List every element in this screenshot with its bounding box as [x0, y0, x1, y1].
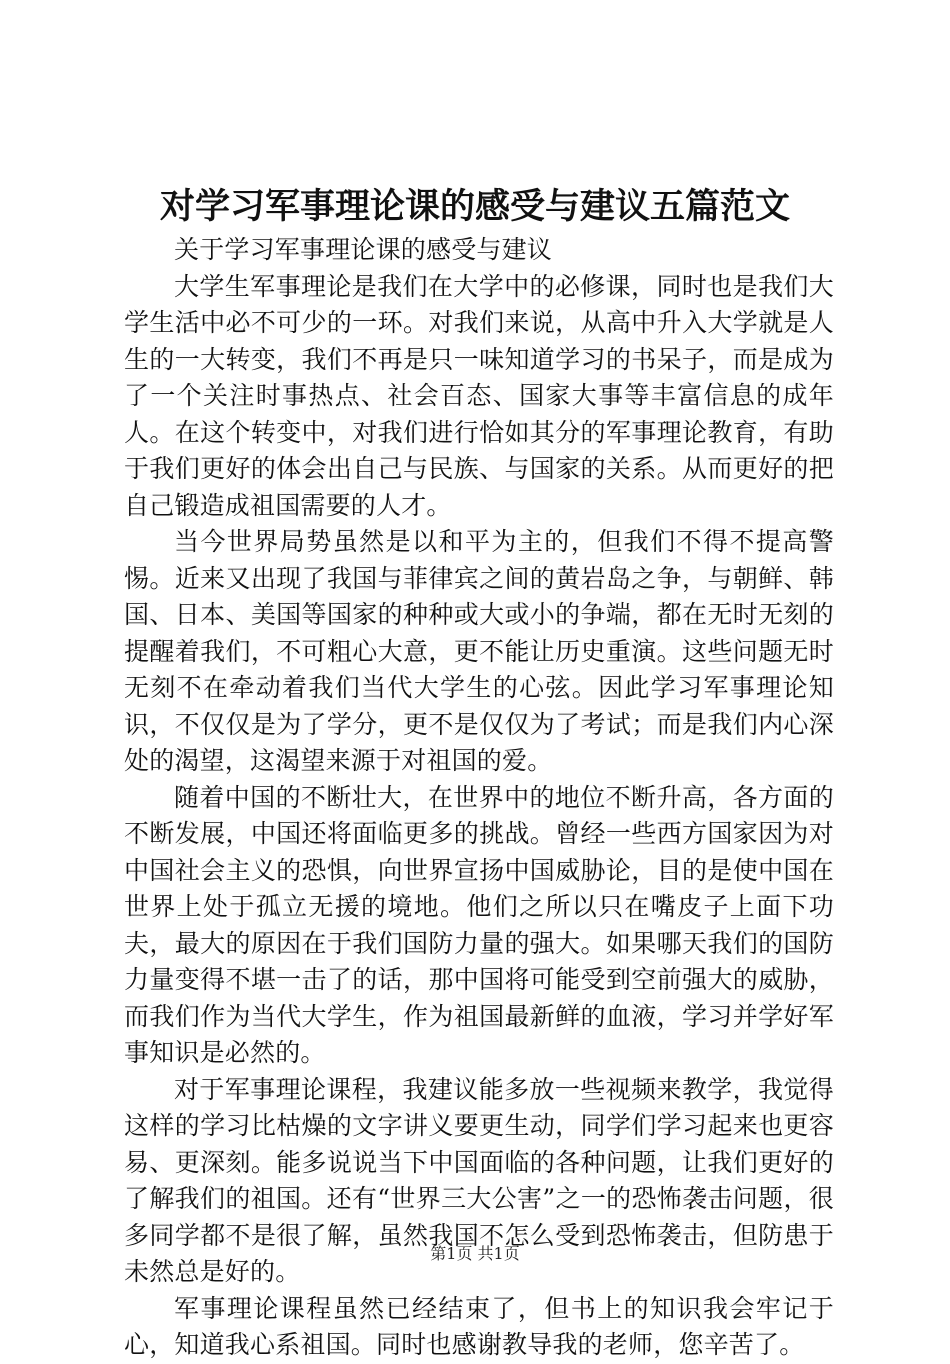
paragraph-3: 随着中国的不断壮大，在世界中的地位不断升高，各方面的不断发展，中国还将面临更多的挑战。曾经一些西方国家因为对中国社会主义的恐惧，向世界宣扬中国威胁论，目的是使中国在世界上处于孤立无援的境地。他们之所以只在嘴皮子上面下功夫，最大的原因在于我们国防力量的强大。如果哪天我们的国防力量变得不堪一击了的话，那中国将可能受到空前强大的威胁，而我们作为当代大学生，作为祖国最新鲜的血液，学习并学好军事知识是必然的。 — [124, 782, 834, 1067]
paragraph-4: 对于军事理论课程，我建议能多放一些视频来教学，我觉得这样的学习比枯燥的文字讲义要更生动，同学们学习起来也更容易、更深刻。能多说说当下中国面临的各种问题，让我们更好的了解我们的祖国。还有“世界三大公害”之一的恐怖袭击问题，很多同学都不是很了解，虽然我国不怎么受到恐怖袭击，但防患于未然总是好的。 — [124, 1074, 834, 1286]
page-number-footer: 第1页 共1页 — [430, 1244, 520, 1263]
document-subtitle: 关于学习军事理论课的感受与建议 — [174, 235, 553, 264]
paragraph-2: 当今世界局势虽然是以和平为主的，但我们不得不提高警惕。近来又出现了我国与菲律宾之间的黄岩岛之争，与朝鲜、韩国、日本、美国等国家的种种或大或小的争端，都在无时无刻的提醒着我们，不可粗心大意，更不能让历史重演。这些问题无时无刻不在牵动着我们当代大学生的心弦。因此学习军事理论知识，不仅仅是为了学分，更不是仅仅为了考试；而是我们内心深处的渴望，这渴望来源于对祖国的爱。 — [124, 527, 834, 775]
paragraph-5: 军事理论课程虽然已经结束了，但书上的知识我会牢记于心，知道我心系祖国。同时也感谢教导我的老师，您辛苦了。 — [124, 1293, 834, 1359]
paragraph-1: 大学生军事理论是我们在大学中的必修课，同时也是我们大学生活中必不可少的一环。对我们来说，从高中升入大学就是人生的一大转变，我们不再是只一味知道学习的书呆子，而是成为了一个关注时事热点、社会百态、国家大事等丰富信息的成年人。在这个转变中，对我们进行恰如其分的军事理论教育，有助于我们更好的体会出自己与民族、与国家的关系。从而更好的把自己锻造成祖国需要的人才。 — [124, 271, 834, 520]
document-title: 对学习军事理论课的感受与建议五篇范文 — [159, 186, 790, 227]
document-body — [124, 232, 834, 1364]
